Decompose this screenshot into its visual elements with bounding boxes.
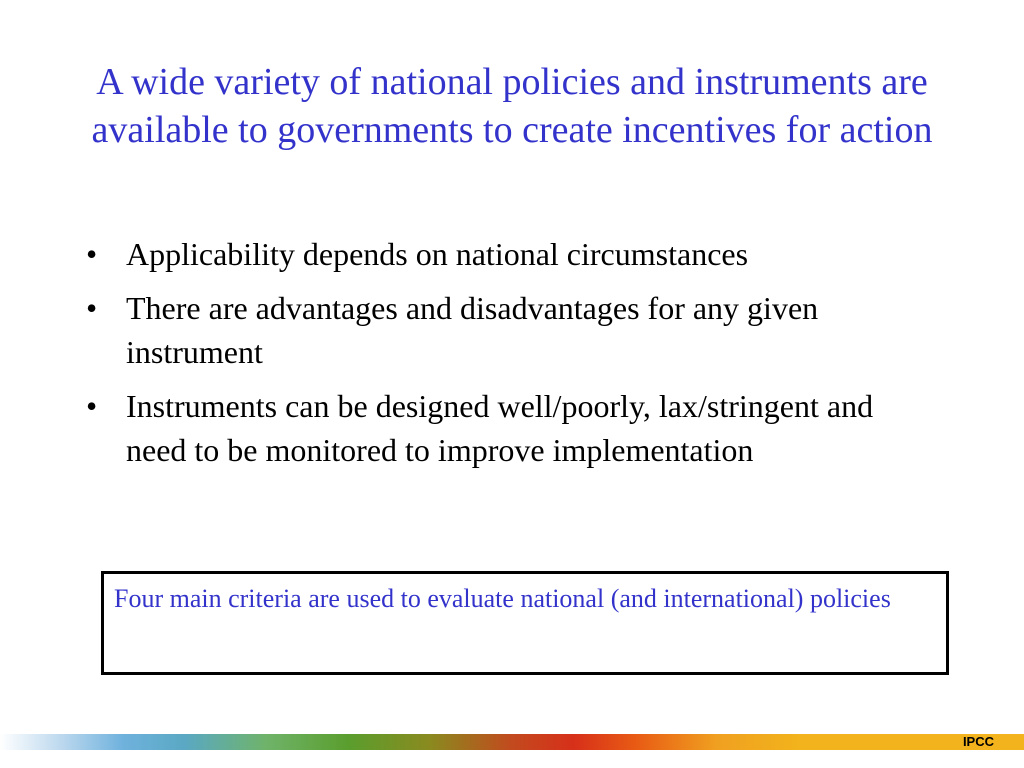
bullet-text: Instruments can be designed well/poorly, lax/stringent and need to be monitored to improve implementation [126,388,874,468]
criteria-callout-box [101,571,949,675]
bullet-text: Applicability depends on national circumstances [126,236,749,272]
ipcc-footer-label: IPCC [962,734,994,749]
bullet-item [86,384,936,472]
bullet-text: There are advantages and disadvantages for any given instrument [126,290,819,370]
bullet-list [86,232,936,482]
bullet-item [86,286,936,374]
bullet-item [86,232,936,276]
bullet-marker: • [86,290,98,326]
bullet-marker: • [86,388,98,424]
bullet-marker: • [86,236,98,272]
footer-strip [0,750,1024,768]
callout-text: Four main criteria are used to evaluate national (and international) policies [114,584,891,613]
slide-title: A wide variety of national policies and instruments are available to governments to create incentives for action [91,61,933,151]
footer-gradient-bar [0,734,1024,750]
